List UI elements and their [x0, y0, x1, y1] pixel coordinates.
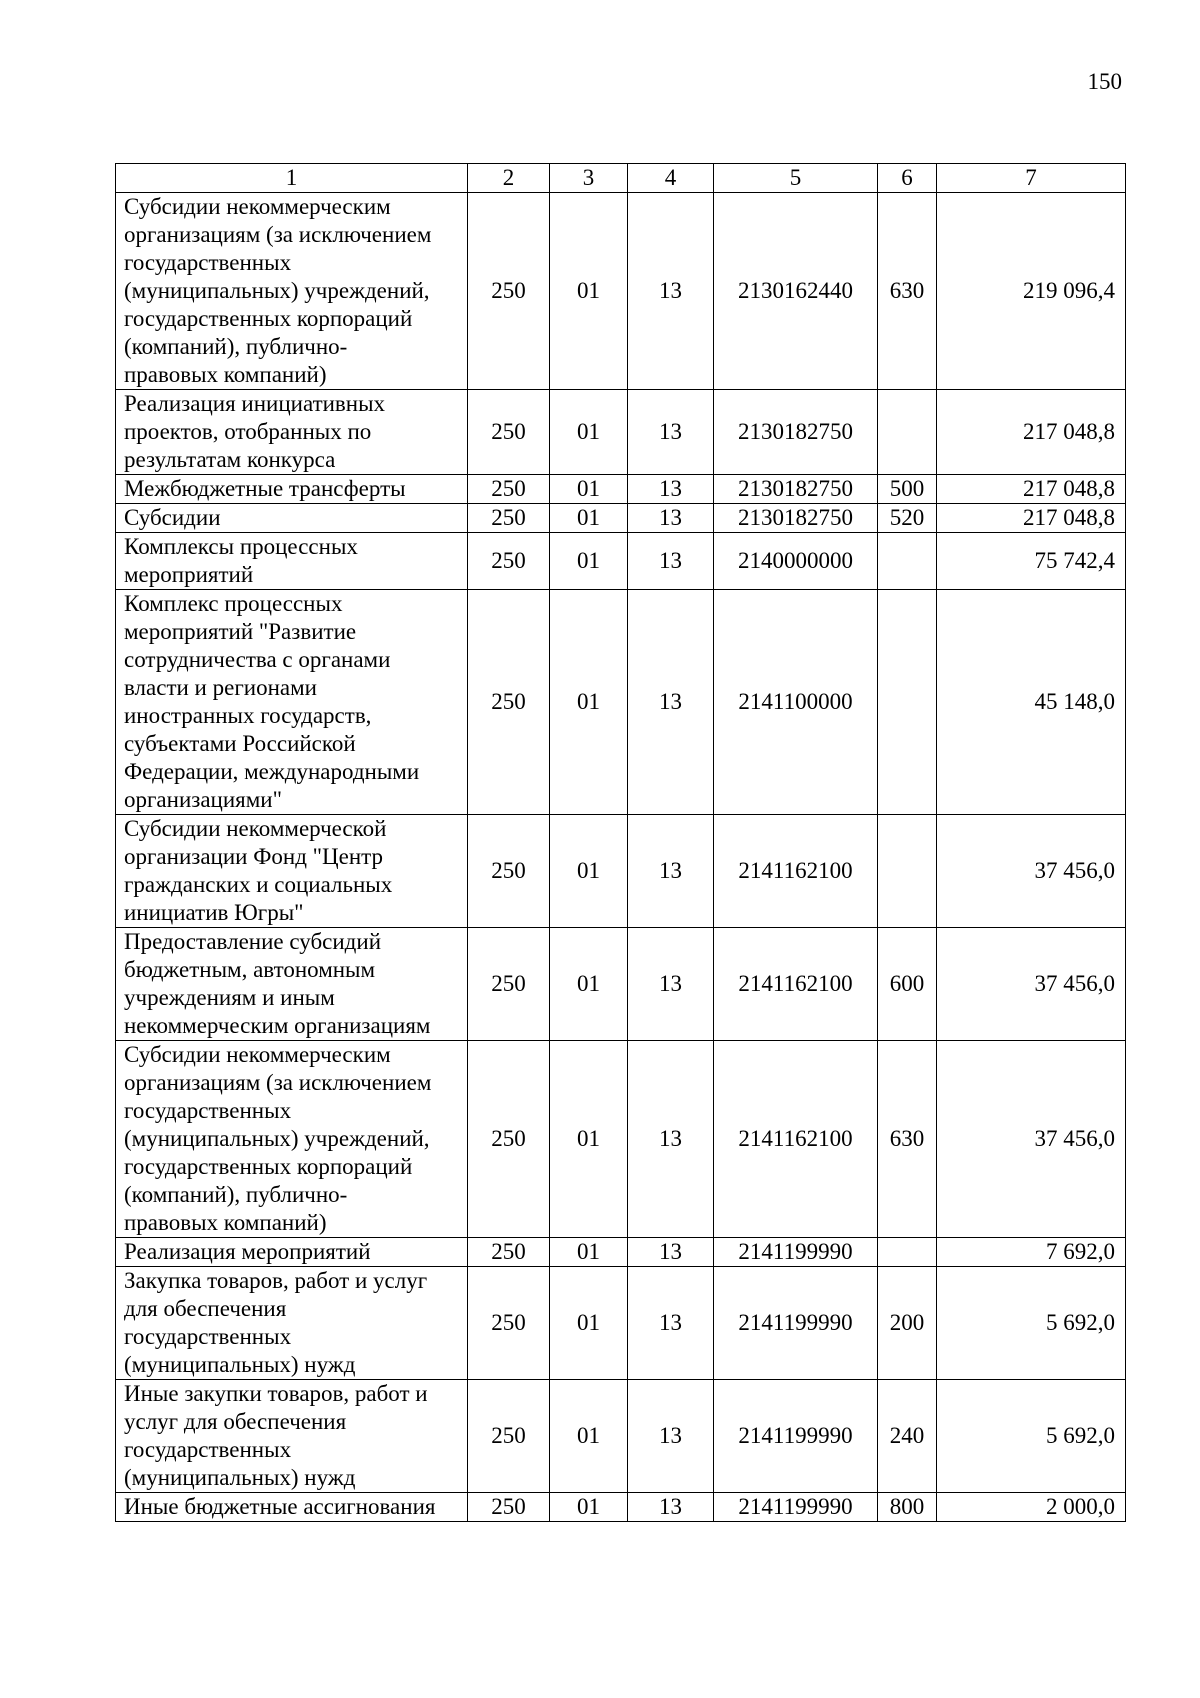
table-row [116, 475, 1126, 504]
section-cell: 01 [550, 1493, 628, 1522]
admin-code-cell: 250 [468, 1493, 550, 1522]
subsection-cell: 13 [628, 928, 714, 1041]
target-article-cell: 2141162100 [714, 1041, 878, 1238]
subsection-cell: 13 [628, 1380, 714, 1493]
section-cell: 01 [550, 193, 628, 390]
target-article-cell: 2130182750 [714, 475, 878, 504]
target-article-cell: 2141199990 [714, 1493, 878, 1522]
section-cell: 01 [550, 504, 628, 533]
expense-type-cell: 200 [878, 1267, 937, 1380]
table-row [116, 590, 1126, 815]
subsection-cell: 13 [628, 504, 714, 533]
expense-type-cell: 600 [878, 928, 937, 1041]
amount-cell: 45 148,0 [937, 590, 1126, 815]
expense-type-cell: 630 [878, 193, 937, 390]
expense-type-cell: 800 [878, 1493, 937, 1522]
admin-code-cell: 250 [468, 1380, 550, 1493]
section-cell: 01 [550, 1041, 628, 1238]
section-cell: 01 [550, 590, 628, 815]
table-row [116, 193, 1126, 390]
amount-cell: 7 692,0 [937, 1238, 1126, 1267]
expense-type-cell [878, 1238, 937, 1267]
admin-code-cell: 250 [468, 475, 550, 504]
section-cell: 01 [550, 533, 628, 590]
admin-code-cell: 250 [468, 504, 550, 533]
name-cell: Реализация мероприятий [116, 1238, 468, 1267]
target-article-cell: 2141199990 [714, 1238, 878, 1267]
table-row [116, 504, 1126, 533]
admin-code-cell: 250 [468, 1041, 550, 1238]
expense-type-cell: 500 [878, 475, 937, 504]
target-article-cell: 2141162100 [714, 815, 878, 928]
subsection-cell: 13 [628, 193, 714, 390]
amount-cell: 5 692,0 [937, 1380, 1126, 1493]
section-cell: 01 [550, 928, 628, 1041]
expense-type-cell [878, 815, 937, 928]
expense-type-cell: 630 [878, 1041, 937, 1238]
table-row [116, 1238, 1126, 1267]
amount-cell: 75 742,4 [937, 533, 1126, 590]
target-article-cell: 2141199990 [714, 1380, 878, 1493]
target-article-cell: 2130162440 [714, 193, 878, 390]
name-cell: Комплекс процессных мероприятий "Развитие сотрудничества с органами власти и регионами иностранных государств, субъектами Российской Федерации, международными организациями" [116, 590, 468, 815]
subsection-cell: 13 [628, 1267, 714, 1380]
expense-type-cell [878, 590, 937, 815]
amount-cell: 2 000,0 [937, 1493, 1126, 1522]
section-cell: 01 [550, 815, 628, 928]
subsection-cell: 13 [628, 390, 714, 475]
section-cell: 01 [550, 1267, 628, 1380]
target-article-cell: 2141100000 [714, 590, 878, 815]
name-cell: Закупка товаров, работ и услуг для обеспечения государственных (муниципальных) нужд [116, 1267, 468, 1380]
target-article-cell: 2140000000 [714, 533, 878, 590]
column-header-2: 2 [468, 164, 550, 193]
column-header-5: 5 [714, 164, 878, 193]
target-article-cell: 2130182750 [714, 390, 878, 475]
name-cell: Субсидии [116, 504, 468, 533]
admin-code-cell: 250 [468, 193, 550, 390]
section-cell: 01 [550, 1238, 628, 1267]
subsection-cell: 13 [628, 1493, 714, 1522]
name-cell: Комплексы процессных мероприятий [116, 533, 468, 590]
admin-code-cell: 250 [468, 533, 550, 590]
expense-type-cell: 520 [878, 504, 937, 533]
name-cell: Предоставление субсидий бюджетным, автономным учреждениям и иным некоммерческим организациям [116, 928, 468, 1041]
name-cell: Субсидии некоммерческим организациям (за исключением государственных (муниципальных) учреждений, государственных корпораций (компаний), публично- правовых компаний) [116, 1041, 468, 1238]
subsection-cell: 13 [628, 590, 714, 815]
name-cell: Иные бюджетные ассигнования [116, 1493, 468, 1522]
expense-type-cell [878, 390, 937, 475]
amount-cell: 37 456,0 [937, 1041, 1126, 1238]
column-header-3: 3 [550, 164, 628, 193]
table-row [116, 390, 1126, 475]
admin-code-cell: 250 [468, 590, 550, 815]
admin-code-cell: 250 [468, 1238, 550, 1267]
table-row [116, 1380, 1126, 1493]
subsection-cell: 13 [628, 533, 714, 590]
table-row [116, 1493, 1126, 1522]
budget-table [115, 163, 1126, 1522]
table-header-row [116, 164, 1126, 193]
expense-type-cell: 240 [878, 1380, 937, 1493]
subsection-cell: 13 [628, 475, 714, 504]
column-header-4: 4 [628, 164, 714, 193]
amount-cell: 5 692,0 [937, 1267, 1126, 1380]
amount-cell: 217 048,8 [937, 390, 1126, 475]
table-row [116, 533, 1126, 590]
target-article-cell: 2141199990 [714, 1267, 878, 1380]
amount-cell: 37 456,0 [937, 815, 1126, 928]
column-header-7: 7 [937, 164, 1126, 193]
table-row [116, 928, 1126, 1041]
page-number: 150 [1087, 69, 1122, 94]
name-cell: Субсидии некоммерческим организациям (за исключением государственных (муниципальных) учреждений, государственных корпораций (компаний), публично- правовых компаний) [116, 193, 468, 390]
name-cell: Реализация инициативных проектов, отобранных по результатам конкурса [116, 390, 468, 475]
table-body [116, 193, 1126, 1522]
section-cell: 01 [550, 1380, 628, 1493]
target-article-cell: 2141162100 [714, 928, 878, 1041]
amount-cell: 37 456,0 [937, 928, 1126, 1041]
subsection-cell: 13 [628, 815, 714, 928]
name-cell: Межбюджетные трансферты [116, 475, 468, 504]
table-row [116, 1041, 1126, 1238]
amount-cell: 217 048,8 [937, 504, 1126, 533]
admin-code-cell: 250 [468, 390, 550, 475]
name-cell: Субсидии некоммерческой организации Фонд "Центр гражданских и социальных инициатив Югры" [116, 815, 468, 928]
section-cell: 01 [550, 475, 628, 504]
column-header-1: 1 [116, 164, 468, 193]
expense-type-cell [878, 533, 937, 590]
admin-code-cell: 250 [468, 928, 550, 1041]
subsection-cell: 13 [628, 1238, 714, 1267]
amount-cell: 219 096,4 [937, 193, 1126, 390]
name-cell: Иные закупки товаров, работ и услуг для обеспечения государственных (муниципальных) нужд [116, 1380, 468, 1493]
section-cell: 01 [550, 390, 628, 475]
admin-code-cell: 250 [468, 1267, 550, 1380]
amount-cell: 217 048,8 [937, 475, 1126, 504]
table-row [116, 1267, 1126, 1380]
admin-code-cell: 250 [468, 815, 550, 928]
subsection-cell: 13 [628, 1041, 714, 1238]
table-row [116, 815, 1126, 928]
column-header-6: 6 [878, 164, 937, 193]
target-article-cell: 2130182750 [714, 504, 878, 533]
